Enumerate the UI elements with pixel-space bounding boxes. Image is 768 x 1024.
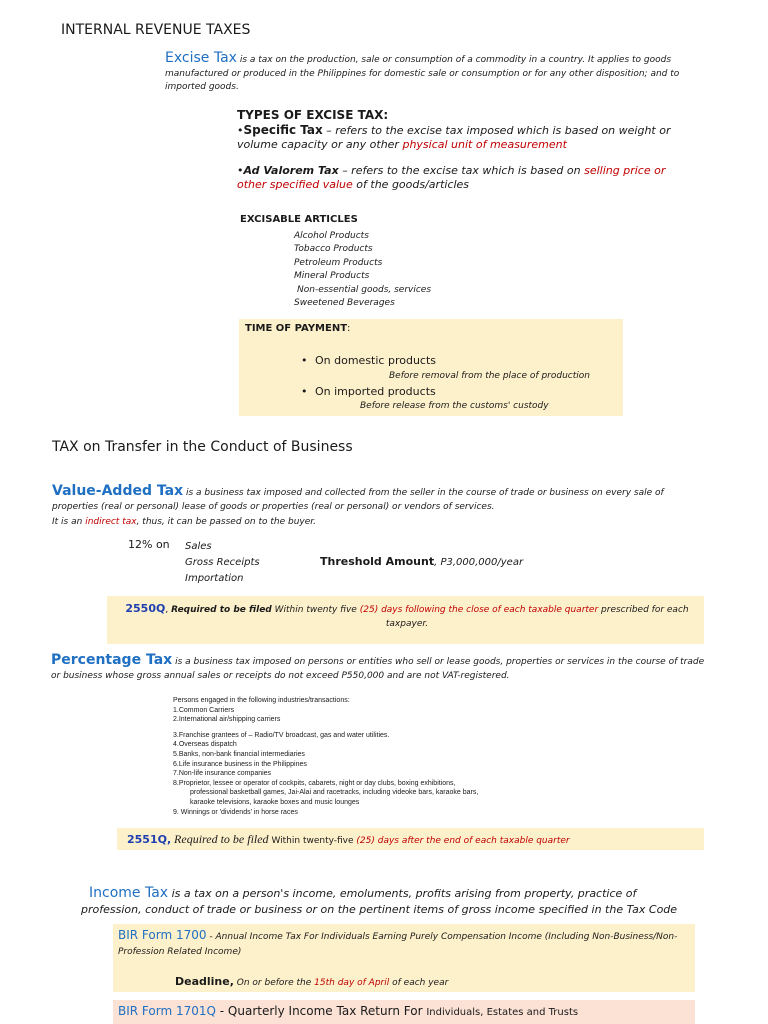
payment-note: Before release from the customs' custody: [360, 401, 549, 411]
filed-red: (25) days after the end of each taxable quarter: [356, 836, 570, 846]
vat-base: Gross Receipts: [185, 557, 260, 568]
form-2551q-box: [117, 828, 704, 850]
form-1701q-box: [113, 1000, 695, 1024]
filed-text: Within twenty-five: [271, 836, 354, 846]
excise-desc: is a tax on the production, sale or consumption of a commodity in a country. It applies to goods manufactured or produced in the Philippines for domestic sale or consumption or for any other disposition; and to imported goods.: [165, 55, 680, 92]
payment-colon: :: [347, 323, 351, 334]
list-item: 6.Life insurance business in the Philippines: [173, 760, 307, 768]
advalorem-text: – refers to the excise tax which is based on: [342, 164, 581, 177]
bullet-icon: •: [301, 354, 308, 367]
persons-list: [173, 696, 693, 817]
list-item: 4.Overseas dispatch: [173, 741, 237, 749]
article-item: Tobacco Products: [294, 244, 373, 255]
form-1700-desc: Annual Income Tax For Individuals Earning Purely Compensation Income (Including Non-Business/Non-Profession Related Income): [118, 932, 678, 957]
filed-red: (25) days following the close of each taxable quarter: [359, 605, 599, 615]
list-item: karaoke televisions, karaoke boxes and music lounges: [190, 798, 360, 806]
bullet-icon: •: [301, 385, 308, 398]
payment-title: TIME OF PAYMENT: [245, 323, 348, 334]
vat-base: Sales: [185, 541, 212, 552]
articles-title: EXCISABLE ARTICLES: [240, 214, 358, 225]
vat-base: Importation: [185, 573, 244, 584]
advalorem-bullet: •: [237, 164, 244, 177]
deadline-red: 15th day of April: [314, 978, 390, 988]
filed-label: Required to be filed: [171, 605, 272, 615]
form-2550q-text: [117, 602, 697, 631]
percentage-title: Percentage Tax: [51, 652, 173, 668]
deadline-post: of each year: [392, 978, 449, 988]
payment-box: [239, 319, 623, 416]
transfer-heading: TAX on Transfer in the Conduct of Business: [52, 439, 353, 455]
persons-intro: Persons engaged in the following industries/transactions:: [173, 697, 350, 704]
ad-valorem-tax: [237, 164, 697, 192]
list-item: 9. Winnings or 'dividends' in horse races: [173, 808, 298, 816]
form-2550q: 2550Q: [125, 602, 166, 615]
vat-indirect-post: , thus, it can be passed on to the buyer.: [136, 517, 317, 527]
advalorem-label: Ad Valorem Tax: [243, 164, 339, 177]
form-comma: ,: [165, 605, 169, 615]
payment-label: On imported products: [315, 385, 436, 398]
excise-definition: [165, 52, 685, 95]
article-item: Non-essential goods, services: [297, 284, 432, 295]
form-1701q-tail: Individuals, Estates and Trusts: [426, 1007, 579, 1018]
form-1701q-dash: - Quarterly Income Tax Return For: [219, 1004, 423, 1018]
page-title: INTERNAL REVENUE TAXES: [61, 22, 251, 38]
vat-rate: 12% on: [128, 538, 170, 551]
specific-red: physical unit of measurement: [402, 138, 567, 151]
threshold-value: , P3,000,000/year: [434, 557, 524, 568]
article-item: Alcohol Products: [294, 231, 369, 241]
filed-tail: prescribed for each taxpayer.: [385, 605, 689, 629]
vat-desc: is a business tax imposed and collected from the seller in the course of trade or business on every sale of properties (real or personal) lease of goods or properties (real or personal) or vendors of services.: [52, 488, 664, 512]
list-item: 8.Proprietor, lessee or operator of cockpits, cabarets, night or day clubs, boxing exhibitions,: [173, 779, 456, 787]
form-1700-dash: -: [209, 932, 213, 942]
vat-bases: [185, 539, 260, 587]
article-item: Mineral Products: [294, 271, 370, 282]
income-title: Income Tax: [89, 885, 169, 901]
vat-indirect-red: indirect tax: [85, 517, 137, 527]
specific-label: Specific Tax: [243, 123, 323, 137]
vat-indirect-pre: It is an: [52, 517, 83, 527]
percentage-definition: [51, 654, 711, 683]
income-desc: is a tax on a person's income, emoluments, profits arising from property, practice of profession, conduct of trade or business or on the pertinent items of gross income specified in the Tax Code: [81, 887, 678, 916]
filed-label: Required to be filed: [174, 832, 269, 846]
payment-label: On domestic products: [315, 354, 437, 367]
advalorem-tail: of the goods/articles: [356, 178, 470, 191]
list-item: 5.Banks, non-bank financial intermediaries: [173, 750, 305, 758]
list-item: 3.Franchise grantees of – Radio/TV broadcast, gas and water utilities.: [173, 731, 390, 739]
form-1700: BIR Form 1700: [118, 928, 207, 942]
deadline: [175, 975, 448, 988]
deadline-label: Deadline,: [175, 975, 234, 988]
payment-item: [301, 385, 436, 398]
form-2550q-box: [107, 596, 704, 644]
article-item: Sweetened Beverages: [294, 298, 395, 309]
vat-threshold: [320, 555, 523, 568]
form-1701q: BIR Form 1701Q: [118, 1004, 216, 1018]
list-item: 7.Non-life insurance companies: [173, 770, 272, 778]
deadline-pre: On or before the: [236, 978, 312, 988]
form-2551q: 2551Q,: [127, 833, 172, 846]
advalorem-red: selling price or other specified value: [237, 164, 666, 191]
list-item: 2.International air/shipping carriers: [173, 716, 281, 724]
list-item: professional basketball games, Jai-Alai and racetracks, including videoke bars, karaoke bars,: [190, 789, 479, 797]
payment-item: [301, 354, 436, 367]
types-title: TYPES OF EXCISE TAX:: [237, 108, 389, 122]
form-1701q-text: [118, 1004, 578, 1018]
vat-definition: [52, 485, 707, 514]
filed-text: Within twenty five: [274, 605, 357, 615]
form-1700-text: [118, 928, 678, 960]
payment-heading: [245, 323, 350, 334]
payment-note: Before removal from the place of production: [389, 371, 590, 381]
form-2551q-text: [127, 832, 570, 847]
article-item: Petroleum Products: [294, 257, 383, 268]
percentage-desc: is a business tax imposed on persons or entities who sell or lease goods, properties or services in the course of trade or business whose gross annual sales or receipts do not exceed P550,000 and are not VAT-registered.: [51, 657, 705, 681]
specific-text: – refers to the excise tax imposed which is based on weight or volume capacity or any other: [237, 124, 671, 151]
vat-indirect: [52, 516, 316, 530]
threshold-label: Threshold Amount: [320, 555, 435, 568]
vat-title: Value-Added Tax: [52, 483, 184, 499]
income-definition: [81, 885, 691, 918]
excise-title: Excise Tax: [165, 50, 237, 66]
list-item: 1.Common Carriers: [173, 706, 235, 714]
form-1700-box: [113, 924, 695, 992]
specific-tax: [237, 123, 697, 152]
specific-bullet: •: [237, 124, 244, 137]
articles-list: [294, 230, 431, 310]
